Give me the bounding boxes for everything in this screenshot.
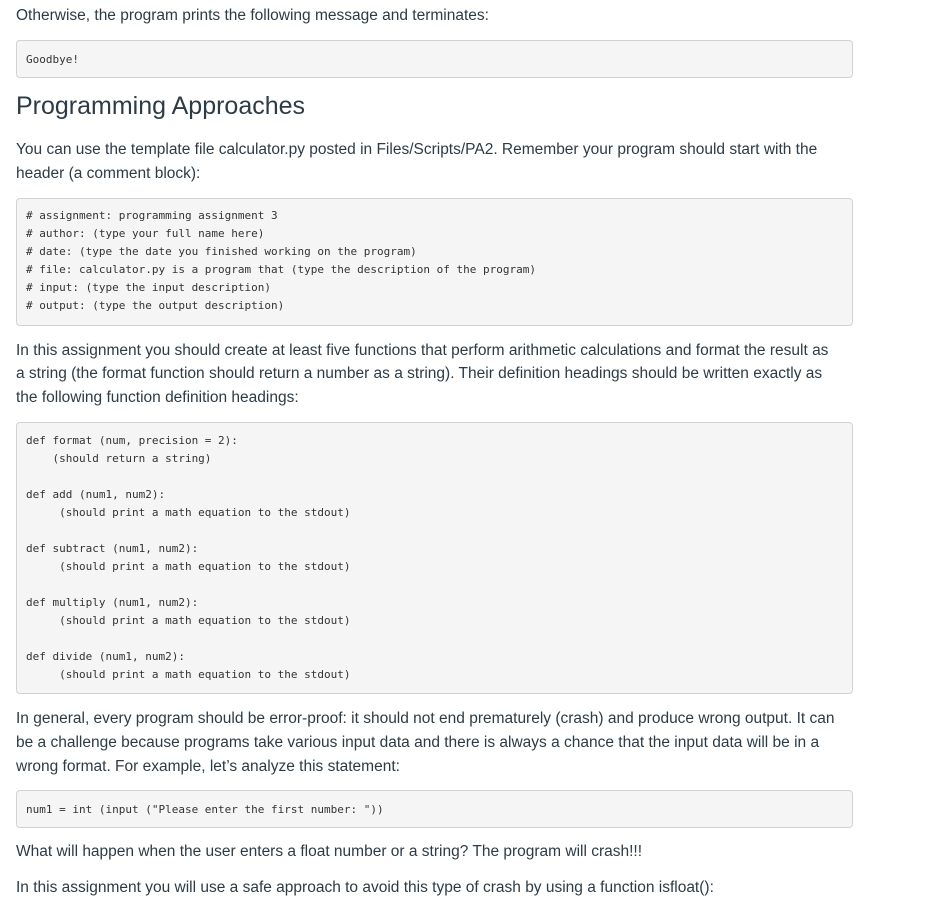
code-line: def subtract (num1, num2): bbox=[26, 542, 199, 555]
paragraph-line: In this assignment you should create at least five functions that perform arithmetic calculations and format the result as bbox=[16, 342, 829, 359]
crash-text: What will happen when the user enters a float number or a string? The program will crash!!! bbox=[16, 843, 643, 860]
code-line: # input: (type the input description) bbox=[26, 281, 272, 294]
code-line: def divide (num1, num2): bbox=[26, 650, 185, 663]
code-line: (should print a math equation to the stdout) bbox=[26, 668, 351, 681]
code-line: # date: (type the date you finished working on the program) bbox=[26, 245, 417, 258]
paragraph-line: header (a comment block): bbox=[16, 165, 201, 182]
code-line: Goodbye! bbox=[26, 53, 79, 66]
code-line: (should print a math equation to the stdout) bbox=[26, 560, 351, 573]
paragraph-line: be a challenge because programs take various input data and there is always a chance that the input data will be in a bbox=[16, 734, 820, 751]
code-line: (should return a string) bbox=[26, 452, 212, 465]
code-line: def add (num1, num2): bbox=[26, 488, 166, 501]
code-line: # output: (type the output description) bbox=[26, 299, 285, 312]
paragraph-line: a string (the format function should return a number as a string). Their definition headings should be written exactly as bbox=[16, 365, 823, 382]
input-code-block bbox=[16, 790, 853, 828]
code-line: # file: calculator.py is a program that (type the description of the program) bbox=[26, 263, 536, 276]
safe-approach-text: In this assignment you will use a safe approach to avoid this type of crash by using a function isfloat(): bbox=[16, 879, 714, 896]
paragraph-line: In general, every program should be error-proof: it should not end prematurely (crash) and produce wrong output. It can bbox=[16, 710, 835, 727]
section-heading: Programming Approaches bbox=[16, 92, 306, 120]
paragraph-line: the following function definition headings: bbox=[16, 389, 299, 406]
code-line: # author: (type your full name here) bbox=[26, 227, 265, 240]
code-line: (should print a math equation to the stdout) bbox=[26, 506, 351, 519]
code-line: num1 = int (input ("Please enter the first number: ")) bbox=[26, 803, 384, 816]
goodbye-code-block bbox=[16, 40, 853, 78]
intro-text: Otherwise, the program prints the following message and terminates: bbox=[16, 7, 489, 24]
code-line: def format (num, precision = 2): bbox=[26, 434, 238, 447]
paragraph-line: wrong format. For example, let’s analyze this statement: bbox=[16, 758, 400, 775]
function-definitions-code-block bbox=[16, 422, 853, 694]
header-comment-code-block bbox=[16, 198, 853, 326]
code-line: # assignment: programming assignment 3 bbox=[26, 209, 278, 222]
code-line: def multiply (num1, num2): bbox=[26, 596, 199, 609]
paragraph-line: You can use the template file calculator.py posted in Files/Scripts/PA2. Remember your program should start with the bbox=[16, 141, 818, 158]
code-line: (should print a math equation to the stdout) bbox=[26, 614, 351, 627]
